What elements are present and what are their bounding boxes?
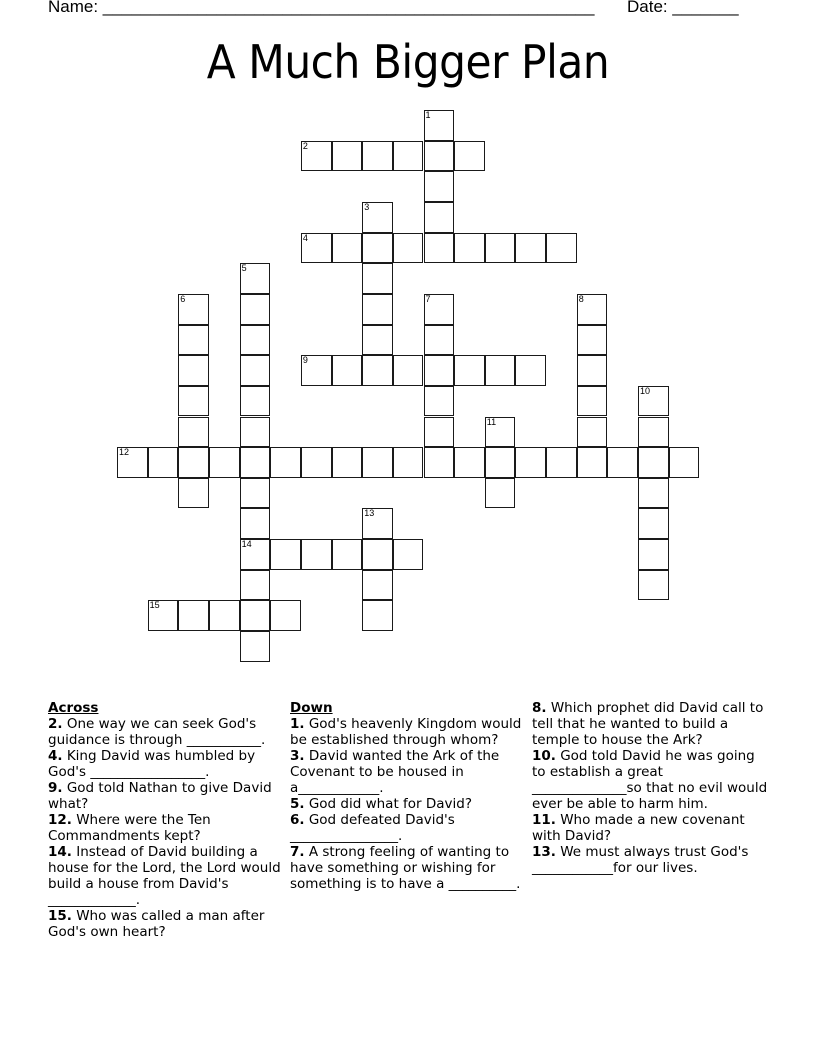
crossword-cell[interactable] [240,417,271,448]
clue-number: 8 [578,293,584,304]
crossword-cell[interactable] [362,570,393,601]
crossword-cell[interactable] [240,478,271,509]
clue-text: God defeated David's ________________. [290,812,455,844]
clue-number: 3. [290,748,305,764]
crossword-cell[interactable] [485,417,516,448]
crossword-cell[interactable] [393,539,424,570]
clue-number: 10 [640,385,651,396]
clue-number: 9 [302,355,308,366]
clue-number: 10. [532,748,556,764]
crossword-cell[interactable] [577,294,608,325]
clue-text: God did what for David? [304,796,473,812]
clue-text: We must always trust God's ____________for our lives. [532,844,749,876]
down-heading: Down [290,700,333,716]
crossword-cell[interactable] [485,233,516,264]
clue-item [290,796,530,812]
crossword-cell[interactable] [577,386,608,417]
crossword-cell[interactable] [424,171,455,202]
crossword-cell[interactable] [515,355,546,386]
clue-text: A strong feeling of wanting to have something or wishing for something is to have a __________. [290,844,521,892]
clue-text: Where were the Ten Commandments kept? [48,812,211,844]
down-clues-column-continued [532,700,772,876]
crossword-cell[interactable] [577,325,608,356]
clue-text: Instead of David building a house for the Lord, the Lord would build a house from David's _____________. [48,844,281,908]
crossword-cell[interactable] [209,447,240,478]
crossword-cell[interactable] [240,294,271,325]
crossword-cell[interactable] [424,141,455,172]
clue-item [48,844,284,908]
crossword-cell[interactable] [515,447,546,478]
crossword-cell[interactable] [362,600,393,631]
crossword-cell[interactable] [362,202,393,233]
clue-item [48,780,284,812]
crossword-cell[interactable] [332,447,363,478]
crossword-cell[interactable] [209,600,240,631]
crossword-cell[interactable] [240,447,271,478]
clue-item [48,908,284,940]
crossword-cell[interactable] [148,447,179,478]
crossword-cell[interactable] [454,141,485,172]
crossword-cell[interactable] [240,263,271,294]
crossword-cell[interactable] [178,294,209,325]
crossword-cell[interactable] [424,417,455,448]
clue-number: 13. [532,844,556,860]
clue-number: 5 [241,263,247,274]
name-field[interactable]: Name: ____________________________________________________ [48,0,595,16]
clue-number: 4. [48,748,63,764]
crossword-cell[interactable] [424,294,455,325]
crossword-cell[interactable] [362,294,393,325]
crossword-cell[interactable] [515,233,546,264]
crossword-cell[interactable] [669,447,700,478]
clue-item [290,716,530,748]
clue-number: 8. [532,700,547,716]
crossword-cell[interactable] [454,355,485,386]
crossword-cell[interactable] [485,478,516,509]
crossword-cell[interactable] [424,233,455,264]
clue-number: 11 [486,416,497,427]
across-clues-column [48,700,284,940]
crossword-cell[interactable] [362,447,393,478]
clue-number: 14. [48,844,72,860]
crossword-cell[interactable] [178,355,209,386]
clue-item [48,716,284,748]
clue-number: 2. [48,716,63,732]
clue-number: 7 [425,293,431,304]
crossword-cell[interactable] [424,325,455,356]
crossword-cell[interactable] [178,600,209,631]
crossword-cell[interactable] [240,386,271,417]
crossword-cell[interactable] [117,447,148,478]
crossword-cell[interactable] [178,386,209,417]
crossword-cell[interactable] [240,631,271,662]
clue-text: King David was humbled by God's _________________. [48,748,256,780]
clue-text: One way we can seek God's guidance is through ___________. [48,716,266,748]
crossword-cell[interactable] [454,233,485,264]
clue-text: God told Nathan to give David what? [48,780,272,812]
crossword-cell[interactable] [301,539,332,570]
down-clue-list [290,716,530,892]
clue-number: 15 [149,600,160,611]
crossword-cell[interactable] [178,447,209,478]
crossword-cell[interactable] [270,539,301,570]
crossword-cell[interactable] [362,325,393,356]
date-field[interactable]: Date: _______ [627,0,739,16]
crossword-cell[interactable] [362,141,393,172]
crossword-cell[interactable] [638,417,669,448]
crossword-cell[interactable] [301,141,332,172]
clue-number: 7. [290,844,305,860]
crossword-cell[interactable] [393,447,424,478]
clue-number: 6. [290,812,305,828]
crossword-cell[interactable] [424,355,455,386]
clue-text: David wanted the Ark of the Covenant to be housed in a____________. [290,748,500,796]
clue-number: 15. [48,908,72,924]
crossword-cell[interactable] [178,325,209,356]
crossword-cell[interactable] [577,447,608,478]
crossword-cell[interactable] [362,263,393,294]
crossword-cell[interactable] [270,600,301,631]
crossword-cell[interactable] [362,539,393,570]
clue-number: 1. [290,716,305,732]
crossword-cell[interactable] [240,508,271,539]
crossword-cell[interactable] [332,355,363,386]
crossword-cell[interactable] [148,600,179,631]
crossword-cell[interactable] [240,600,271,631]
clue-number: 3 [364,201,370,212]
clue-item [48,812,284,844]
crossword-cell[interactable] [454,447,485,478]
down-clues-column [290,700,530,892]
crossword-cell[interactable] [638,508,669,539]
crossword-cell[interactable] [270,447,301,478]
crossword-cell[interactable] [485,447,516,478]
clue-item [290,748,530,796]
crossword-cell[interactable] [240,355,271,386]
crossword-cell[interactable] [240,539,271,570]
clue-number: 13 [364,508,375,519]
clue-item [532,844,772,876]
crossword-cell[interactable] [638,539,669,570]
crossword-cell[interactable] [424,447,455,478]
crossword-cell[interactable] [332,141,363,172]
crossword-cell[interactable] [638,478,669,509]
clue-number: 9. [48,780,63,796]
clue-number: 14 [241,539,252,550]
crossword-cell[interactable] [362,233,393,264]
crossword-cell[interactable] [607,447,638,478]
clue-number: 12 [119,447,130,458]
down-clue-list-continued [532,700,772,876]
clue-text: Who made a new covenant with David? [532,812,745,844]
crossword-cell[interactable] [638,447,669,478]
clue-item [290,812,530,844]
page-title: A Much Bigger Plan [206,35,610,89]
crossword-cell[interactable] [178,478,209,509]
clue-number: 12. [48,812,72,828]
crossword-cell[interactable] [240,570,271,601]
crossword-cell[interactable] [424,110,455,141]
crossword-cell[interactable] [424,202,455,233]
crossword-cell[interactable] [546,233,577,264]
crossword-cell[interactable] [485,355,516,386]
clue-number: 5. [290,796,305,812]
clue-item [532,700,772,748]
crossword-cell[interactable] [301,233,332,264]
across-clue-list [48,716,284,940]
clue-number: 4 [302,232,308,243]
crossword-cell[interactable] [577,417,608,448]
clue-text: Who was called a man after God's own heart? [48,908,265,940]
crossword-cell[interactable] [393,355,424,386]
clue-number: 11. [532,812,556,828]
clue-item [48,748,284,780]
crossword-cell[interactable] [362,355,393,386]
clue-number: 2 [302,140,308,151]
crossword-cell[interactable] [393,233,424,264]
crossword-cell[interactable] [178,417,209,448]
clue-text: Which prophet did David call to tell that he wanted to build a temple to house the Ark? [532,700,764,748]
crossword-cell[interactable] [362,508,393,539]
crossword-cell[interactable] [240,325,271,356]
clue-item [532,812,772,844]
clue-number: 6 [180,293,186,304]
crossword-cell[interactable] [638,386,669,417]
crossword-cell[interactable] [332,233,363,264]
clue-item [532,748,772,812]
crossword-cell[interactable] [546,447,577,478]
crossword-cell[interactable] [424,386,455,417]
crossword-cell[interactable] [332,539,363,570]
clue-item [290,844,530,892]
across-heading: Across [48,700,99,716]
crossword-cell[interactable] [301,447,332,478]
crossword-cell[interactable] [301,355,332,386]
clue-text: God's heavenly Kingdom would be established through whom? [290,716,522,748]
crossword-cell[interactable] [393,141,424,172]
crossword-cell[interactable] [638,570,669,601]
clue-text: God told David he was going to establish a great ______________so that no evil would ever be able to harm him. [532,748,768,812]
clue-number: 1 [425,110,431,120]
crossword-cell[interactable] [577,355,608,386]
